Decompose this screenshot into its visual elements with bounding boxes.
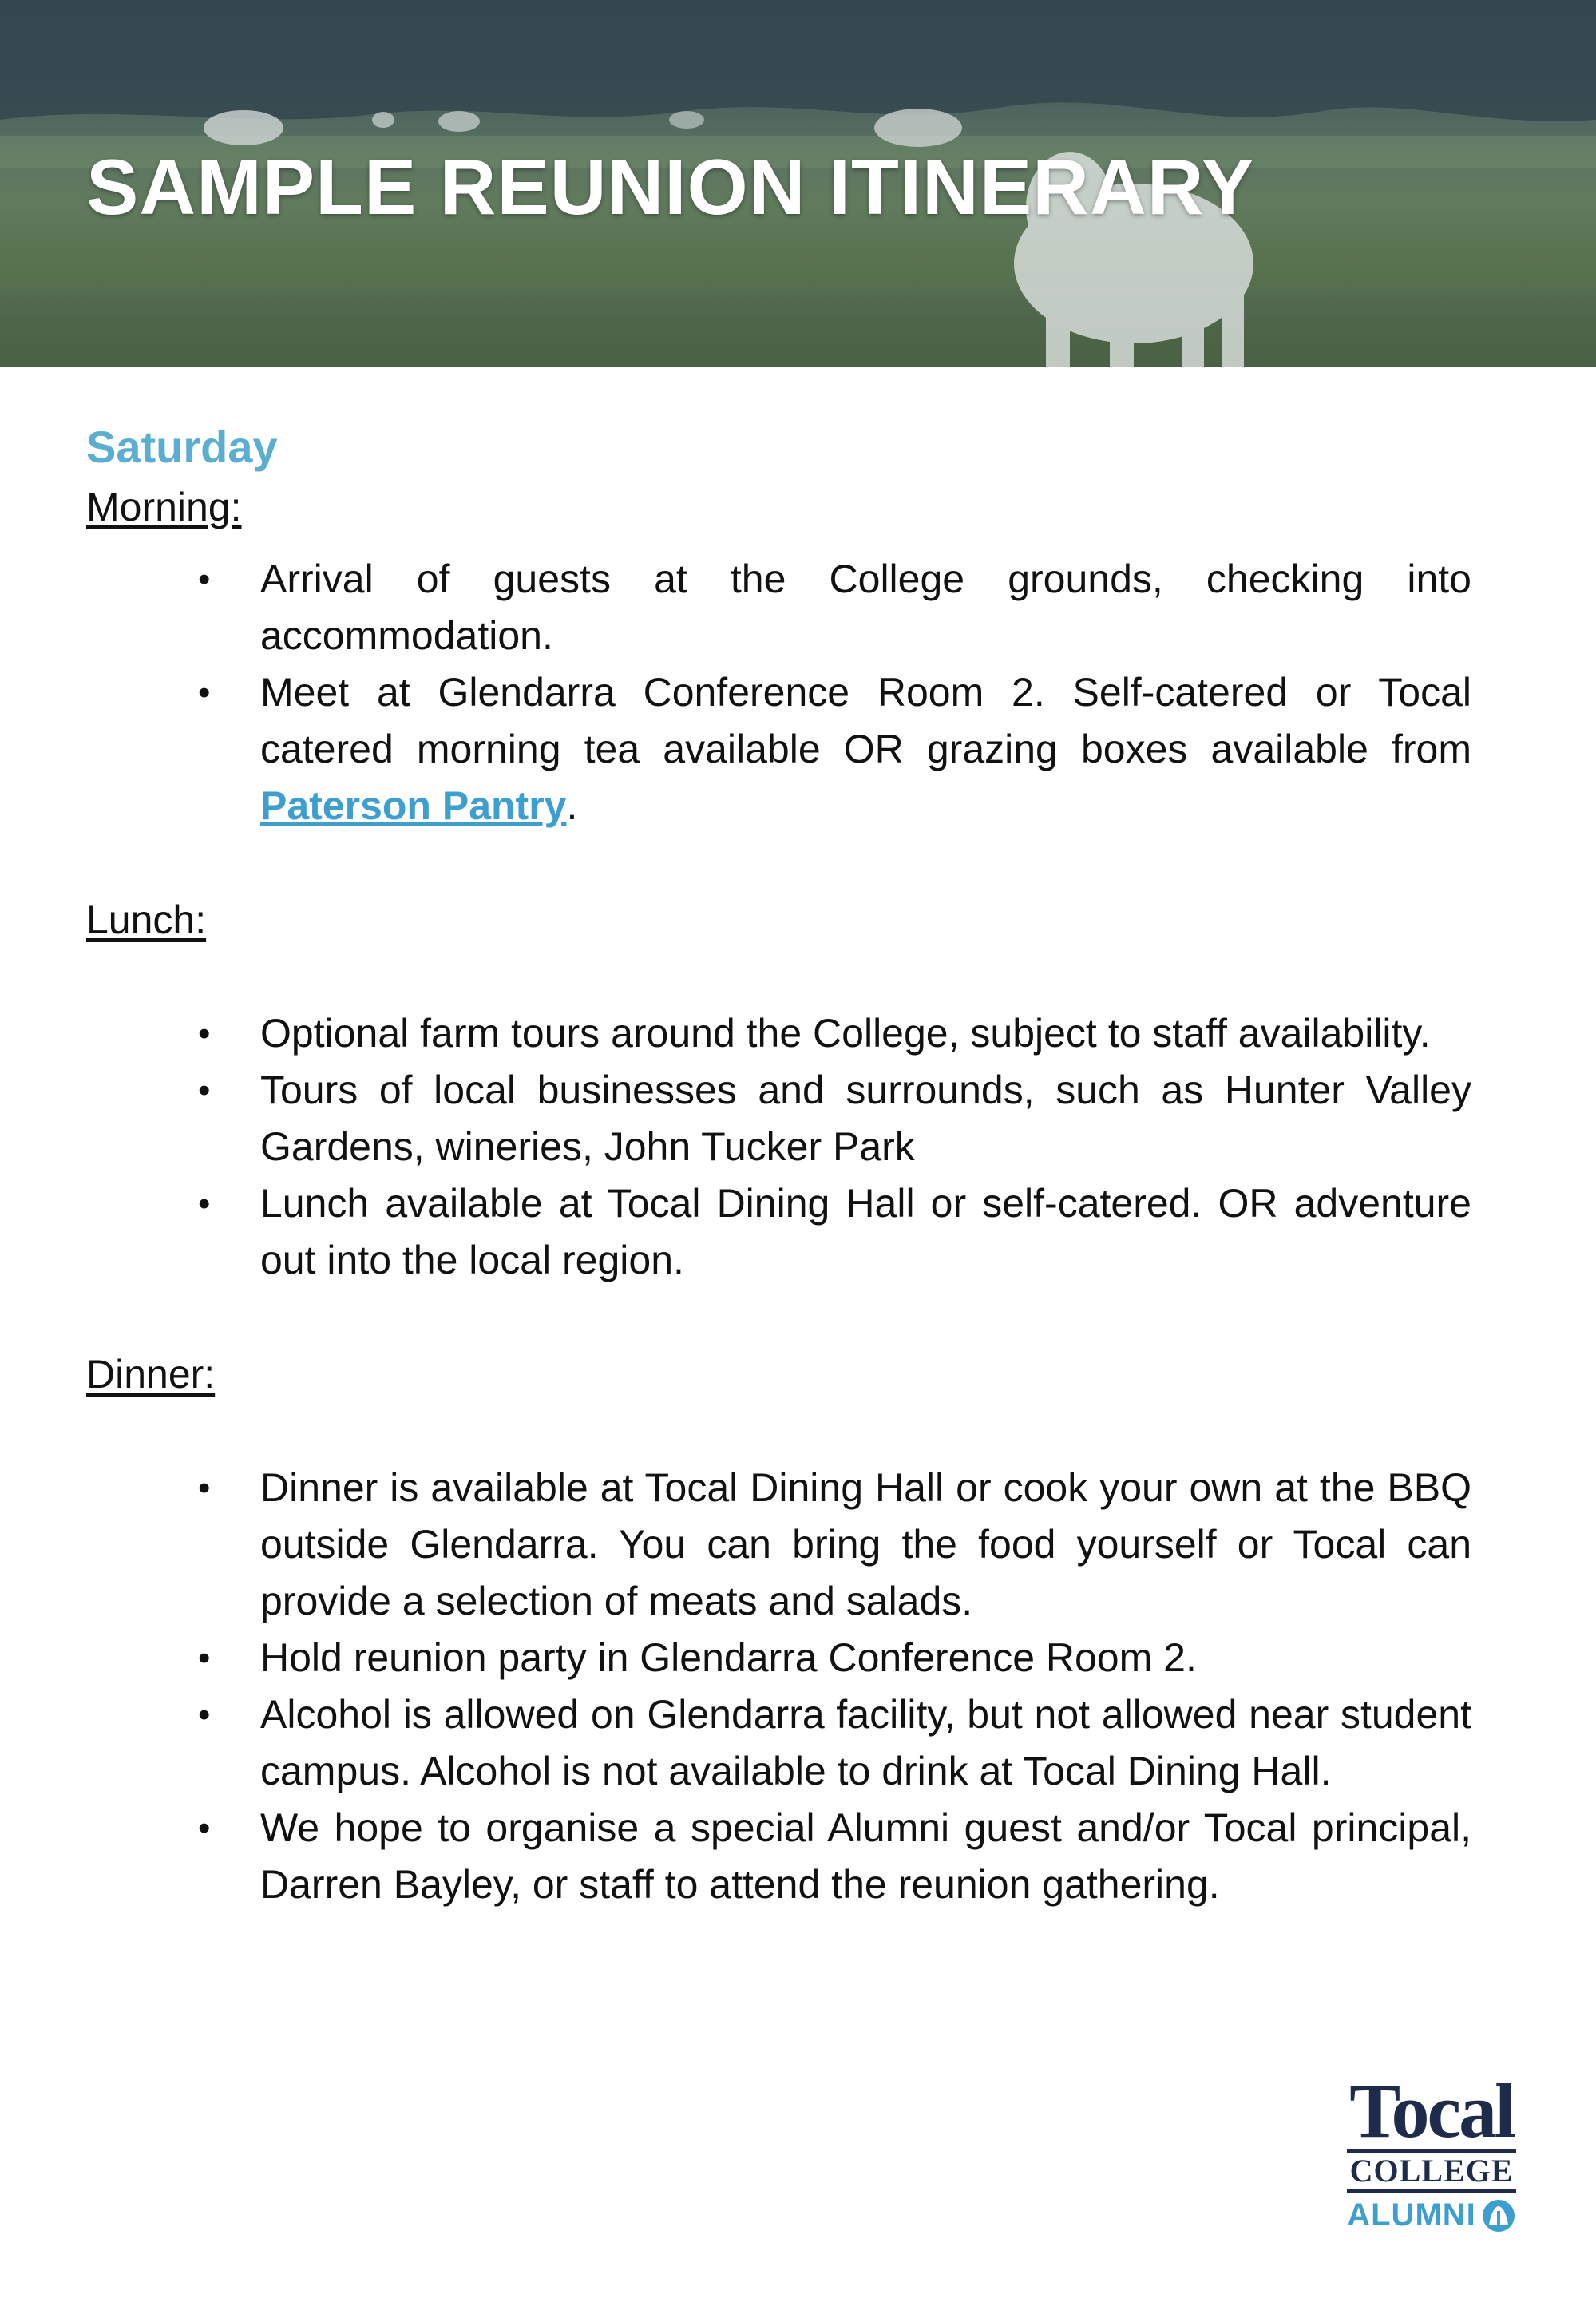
bullet-icon: • bbox=[198, 1638, 211, 1678]
bullet-icon: • bbox=[198, 1468, 211, 1508]
alumni-emblem-icon bbox=[1481, 2198, 1516, 2233]
list-item-text: We hope to organise a special Alumni guest and/or Tocal principal, Darren Bayley, or staff to attend the reunion gathering. bbox=[260, 1805, 1471, 1907]
section-label-morning: Morning: bbox=[86, 485, 242, 529]
bullet-icon: • bbox=[198, 1809, 211, 1848]
paterson-pantry-link[interactable]: Paterson Pantry bbox=[260, 783, 567, 828]
dinner-list bbox=[86, 1460, 1471, 1913]
page-title: SAMPLE REUNION ITINERARY bbox=[86, 143, 1255, 231]
lunch-list bbox=[86, 1005, 1471, 1289]
day-heading: Saturday bbox=[86, 422, 278, 472]
logo-alumni-text: ALUMNI bbox=[1347, 2197, 1476, 2233]
list-item-text: Arrival of guests at the College grounds, checking into accommodation. bbox=[260, 557, 1471, 658]
list-item bbox=[86, 664, 1471, 834]
list-item bbox=[86, 1005, 1471, 1062]
logo-college-band: COLLEGE bbox=[1347, 2149, 1517, 2193]
list-item-text: Optional farm tours around the College, subject to staff availability. bbox=[260, 1011, 1431, 1056]
itinerary-content bbox=[86, 415, 1471, 1913]
list-item-text: Lunch available at Tocal Dining Hall or self-catered. OR adventure out into the local region. bbox=[260, 1181, 1471, 1282]
tocal-college-alumni-logo bbox=[1332, 2068, 1531, 2256]
list-item bbox=[86, 551, 1471, 664]
list-item-text: Meet at Glendarra Conference Room 2. Self-catered or Tocal catered morning tea available OR grazing boxes available from bbox=[260, 670, 1471, 771]
logo-wordmark: Tocal bbox=[1349, 2068, 1514, 2153]
list-item bbox=[86, 1630, 1471, 1686]
bullet-icon: • bbox=[198, 673, 211, 712]
section-label-dinner: Dinner: bbox=[86, 1352, 216, 1397]
morning-list bbox=[86, 551, 1471, 834]
list-item-text: Dinner is available at Tocal Dining Hall or cook your own at the BBQ outside Glendarra. You can bring the food yourself or Tocal can provide a selection of meats and salads. bbox=[260, 1465, 1471, 1623]
list-item bbox=[86, 1175, 1471, 1289]
list-item bbox=[86, 1686, 1471, 1800]
hero-banner bbox=[0, 0, 1596, 367]
logo-alumni-row bbox=[1347, 2197, 1516, 2233]
list-item-text: Tours of local businesses and surrounds, such as Hunter Valley Gardens, wineries, John Tucker Park bbox=[260, 1068, 1471, 1169]
list-item-text: Hold reunion party in Glendarra Conference Room 2. bbox=[260, 1635, 1197, 1680]
bullet-icon: • bbox=[198, 1071, 211, 1110]
link-suffix: . bbox=[566, 783, 578, 828]
list-item bbox=[86, 1800, 1471, 1913]
list-item bbox=[86, 1460, 1471, 1630]
bullet-icon: • bbox=[198, 1014, 211, 1053]
list-item bbox=[86, 1062, 1471, 1175]
bullet-icon: • bbox=[198, 1184, 211, 1223]
bullet-icon: • bbox=[198, 560, 211, 599]
section-label-lunch: Lunch: bbox=[86, 897, 207, 942]
list-item-text: Alcohol is allowed on Glendarra facility, but not allowed near student campus. Alcohol is not available to drink at Tocal Dining Hall. bbox=[260, 1692, 1471, 1793]
bullet-icon: • bbox=[198, 1695, 211, 1734]
